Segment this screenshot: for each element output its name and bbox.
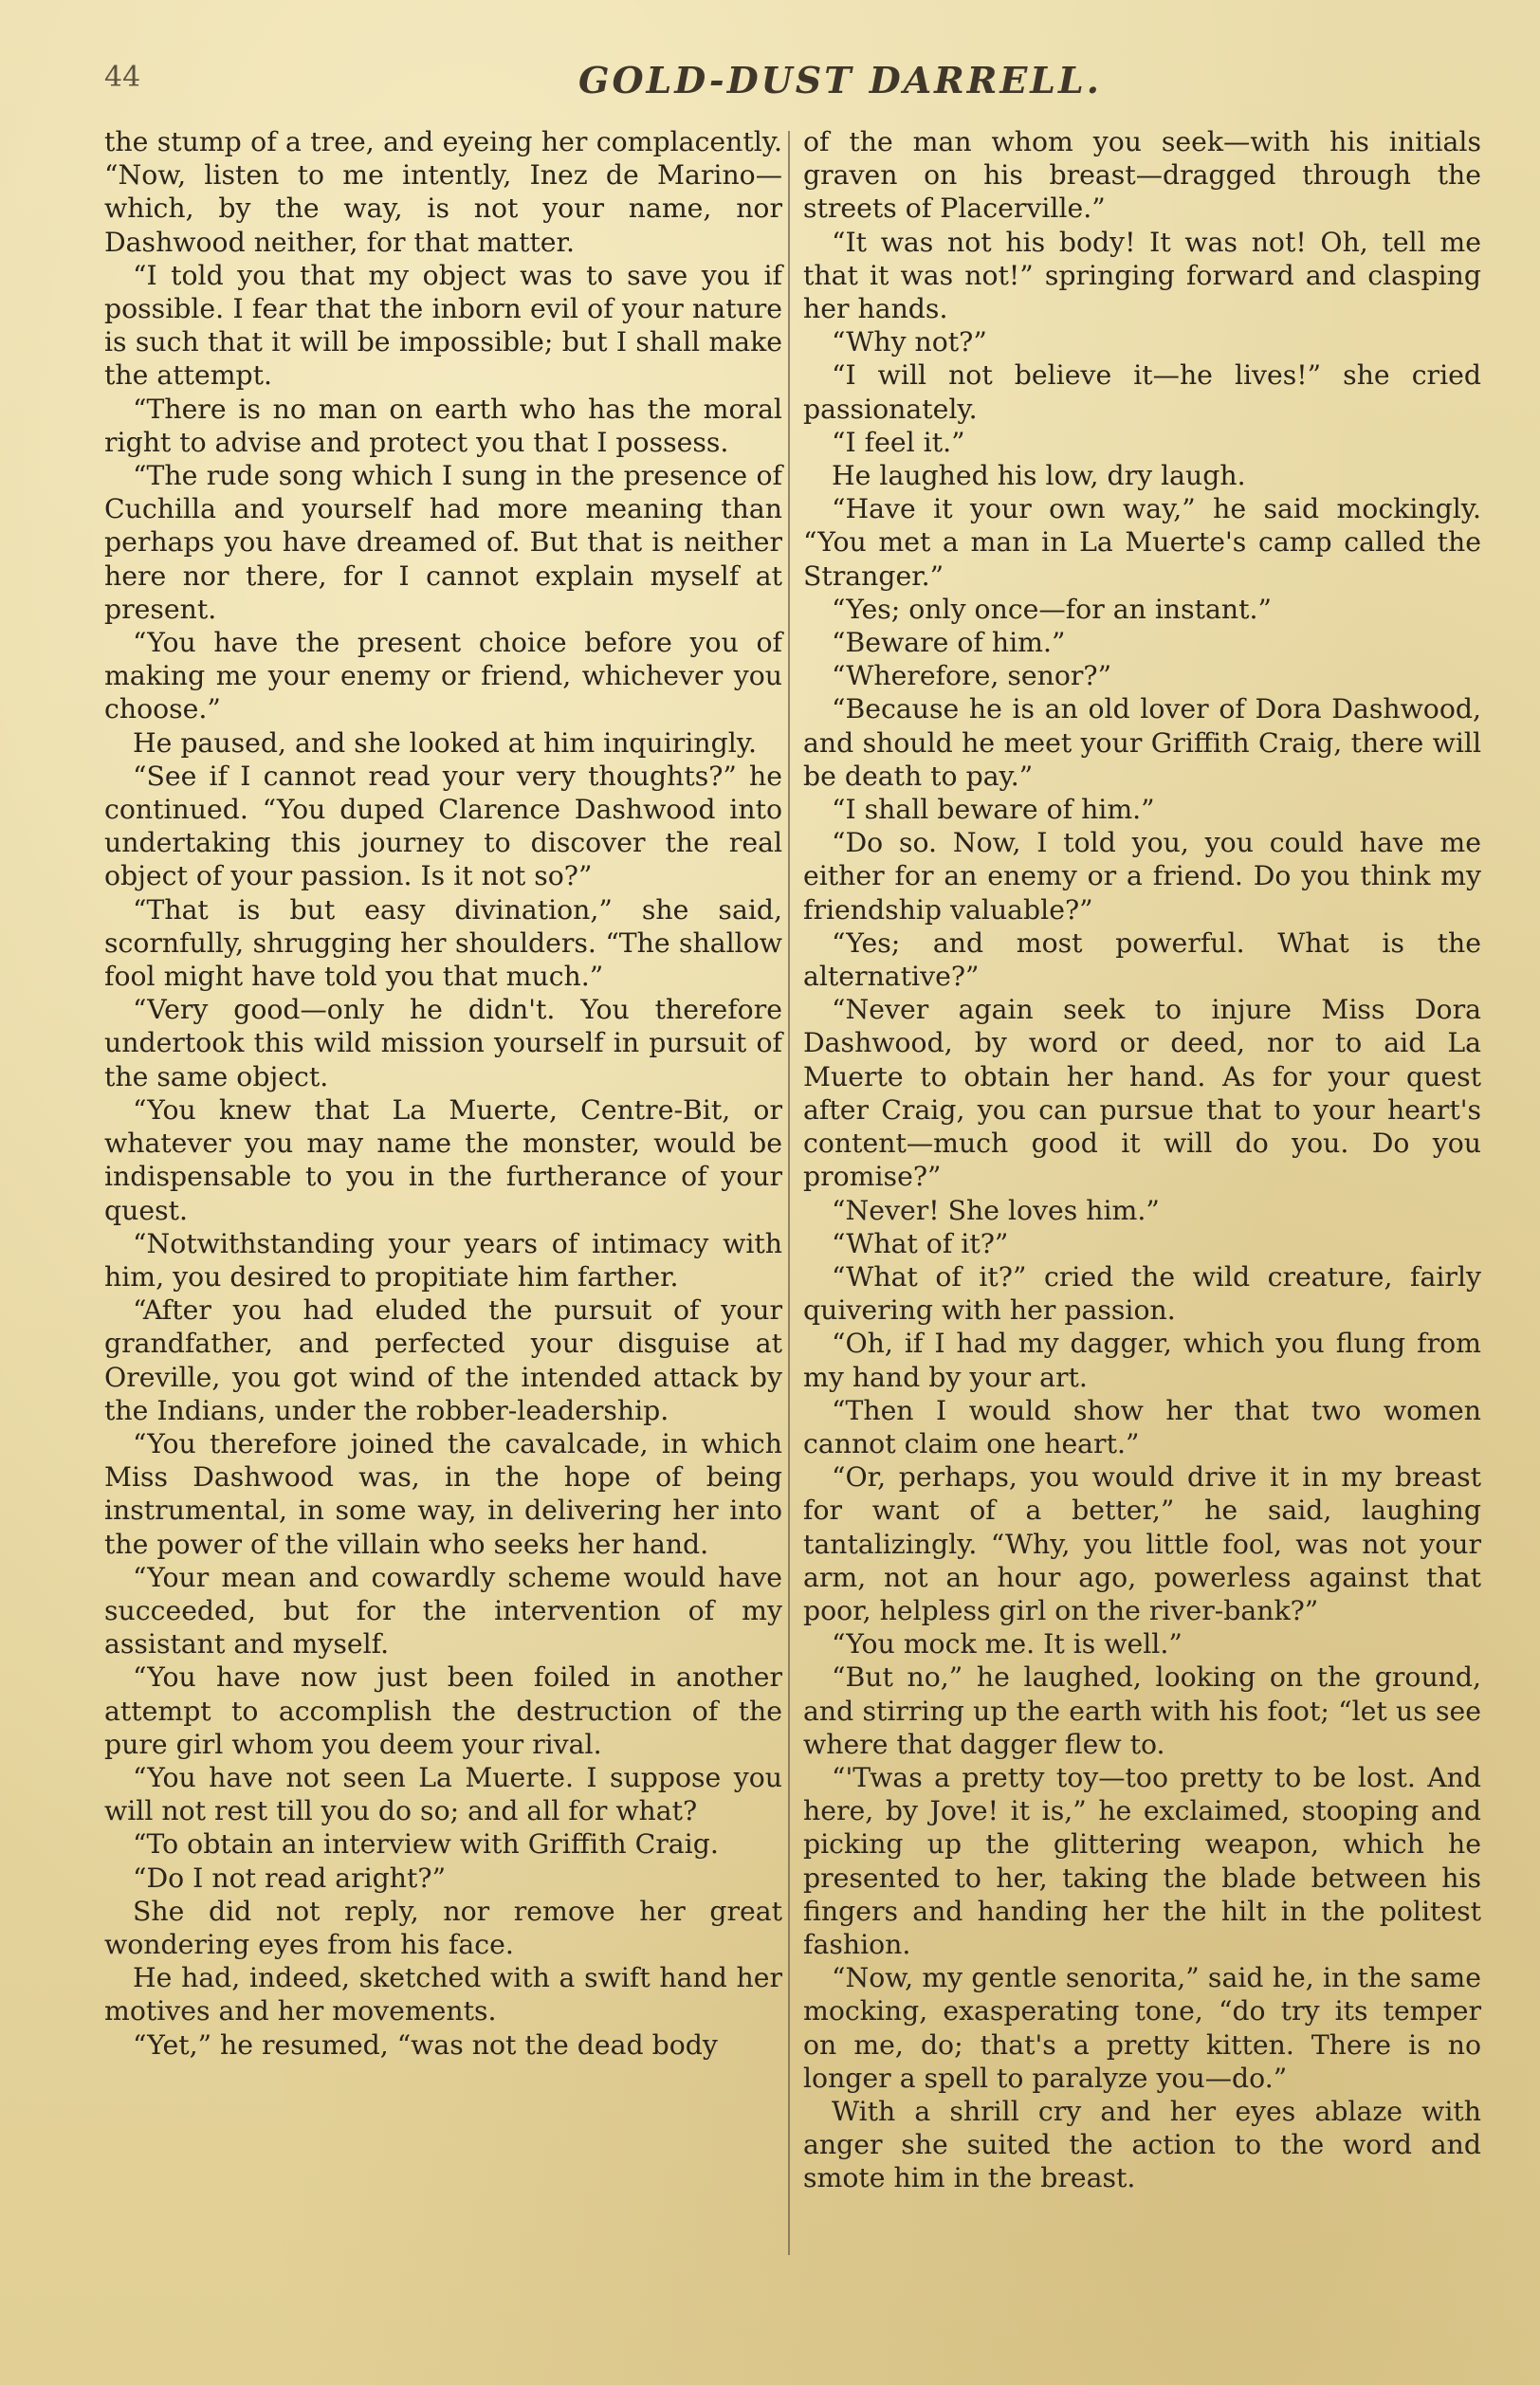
paragraph: “Or, perhaps, you would drive it in my breast for want of a better,” he said, laughing tantalizingly. “Why, you little fool, was not your arm, not an hour ago, powerless against that poor, helpless girl on the river-bank?” (803, 1461, 1481, 1626)
paragraph: “Then I would show her that two women cannot claim one heart.” (803, 1394, 1481, 1459)
paragraph: “Your mean and cowardly scheme would have succeeded, but for the intervention of my assistant and myself. (104, 1561, 782, 1660)
paragraph: “Wherefore, senor?” (832, 660, 1112, 692)
paragraph: “That is but easy divination,” she said, scornfully, shrugging her shoulders. “The shallow fool might have told you that much.” (104, 893, 782, 993)
paragraph: “There is no man on earth who has the moral right to advise and protect you that I possess. (104, 393, 782, 458)
paragraph: He had, indeed, sketched with a swift hand her motives and her movements. (104, 1962, 782, 2027)
paragraph: He paused, and she looked at him inquiringly. (133, 726, 757, 759)
paragraph: “You therefore joined the cavalcade, in which Miss Dashwood was, in the hope of being instrumental, in some way, in delivering her into the power of the villain who seeks her hand. (104, 1427, 782, 1560)
paragraph: “What of it?” (832, 1227, 1009, 1259)
paragraph: “I will not believe it—he lives!” she cried passionately. (803, 359, 1481, 425)
paragraph: “Notwithstanding your years of intimacy with him, you desired to propitiate him farther. (104, 1227, 782, 1293)
left-column (104, 125, 782, 2062)
paragraph: “Never! She loves him.” (832, 1194, 1160, 1226)
paragraph: “You have the present choice before you of making me your enemy or friend, whichever you choose.” (104, 627, 782, 725)
paragraph: “Do so. Now, I told you, you could have me either for an enemy or a friend. Do you think my friendship valuable?” (803, 827, 1481, 926)
paragraph: With a shrill cry and her eyes ablaze with anger she suited the action to the word and smote him in the breast. (803, 2095, 1481, 2194)
paragraph: “Very good—only he didn't. You therefore undertook this wild mission yourself in pursuit of the same object. (104, 994, 782, 1092)
paragraph: “I feel it.” (832, 426, 965, 458)
paragraph: “'Twas a pretty toy—too pretty to be lost. And here, by Jove! it is,” he exclaimed, stooping and picking up the glittering weapon, which he presented to her, taking the blade between his fingers and handing her the hilt in the politest fashion. (803, 1761, 1481, 1960)
paragraph: “Yet,” he resumed, “was not the dead body (133, 2028, 718, 2061)
paragraph: “To obtain an interview with Griffith Craig. (133, 1828, 719, 1861)
paragraph: “You mock me. It is well.” (832, 1628, 1182, 1660)
running-title: GOLD-DUST DARRELL. (578, 59, 1102, 101)
paragraph: “Do I not read aright?” (133, 1862, 447, 1894)
paragraph: “See if I cannot read your very thoughts?” he continued. “You duped Clarence Dashwood into undertaking this journey to discover the real object of your passion. Is it not so?” (104, 760, 782, 892)
paragraph: of the man whom you seek—with his initials graven on his breast—dragged through the streets of Placerville.” (803, 126, 1481, 225)
paragraph: “What of it?” cried the wild creature, fairly quivering with her passion. (803, 1260, 1481, 1327)
paragraph: “Oh, if I had my dagger, which you flung from my hand by your art. (803, 1328, 1481, 1393)
paragraph: He laughed his low, dry laugh. (832, 460, 1246, 492)
paragraph: “You have now just been foiled in another attempt to accomplish the destruction of the pure girl whom you deem your rival. (104, 1661, 782, 1760)
paragraph: “Never again seek to injure Miss Dora Dashwood, by word or deed, nor to aid La Muerte to obtain her hand. As for your quest after Craig, you can pursue that to your heart's content—much good it will do you. Do you promise?” (803, 994, 1481, 1193)
paragraph: “The rude song which I sung in the presence of Cuchilla and yourself had more meaning than perhaps you have dreamed of. But that is neither here nor there, for I cannot explain myself at present. (104, 460, 782, 625)
paragraph: She did not reply, nor remove her great wondering eyes from his face. (104, 1895, 782, 1960)
paragraph: “Yes; only once—for an instant.” (832, 593, 1272, 625)
paragraph: “It was not his body! It was not! Oh, tell me that it was not!” springing forward and clasping her hands. (803, 226, 1481, 325)
paragraph: the stump of a tree, and eyeing her complacently. “Now, listen to me intently, Inez de Marino—which, by the way, is not your name, nor Dashwood neither, for that matter. (104, 126, 782, 258)
paragraph: “Now, my gentle senorita,” said he, in the same mocking, exasperating tone, “do try its temper on me, do; that's a pretty kitten. There is no longer a spell to paralyze you—do.” (803, 1962, 1481, 2094)
paragraph: “You have not seen La Muerte. I suppose you will not rest till you do so; and all for what? (104, 1761, 782, 1827)
paragraph: “Beware of him.” (832, 627, 1066, 659)
paragraph: “I shall beware of him.” (832, 794, 1155, 826)
paragraph: “But no,” he laughed, looking on the ground, and stirring up the earth with his foot; “let us see where that dagger flew to. (803, 1661, 1481, 1760)
page-number: 44 (104, 61, 141, 94)
page-header (104, 59, 1470, 106)
paragraph: “After you had eluded the pursuit of your grandfather, and perfected your disguise at Oreville, you got wind of the intended attack by the Indians, under the robber-leadership. (104, 1294, 782, 1426)
paragraph: “Why not?” (832, 326, 987, 358)
paragraph: “You knew that La Muerte, Centre-Bit, or whatever you may name the monster, would be indispensable to you in the furtherance of your quest. (104, 1093, 782, 1226)
paragraph: “Yes; and most powerful. What is the alternative?” (803, 926, 1481, 993)
paragraph: “Have it your own way,” he said mockingly. “You met a man in La Muerte's camp called the Stranger.” (803, 493, 1481, 592)
column-divider (788, 131, 790, 2255)
right-column (803, 125, 1481, 2195)
paragraph: “I told you that my object was to save you if possible. I fear that the inborn evil of your nature is such that it will be impossible; but I shall make the attempt. (104, 259, 782, 392)
paragraph: “Because he is an old lover of Dora Dashwood, and should he meet your Griffith Craig, there will be death to pay.” (803, 693, 1481, 792)
